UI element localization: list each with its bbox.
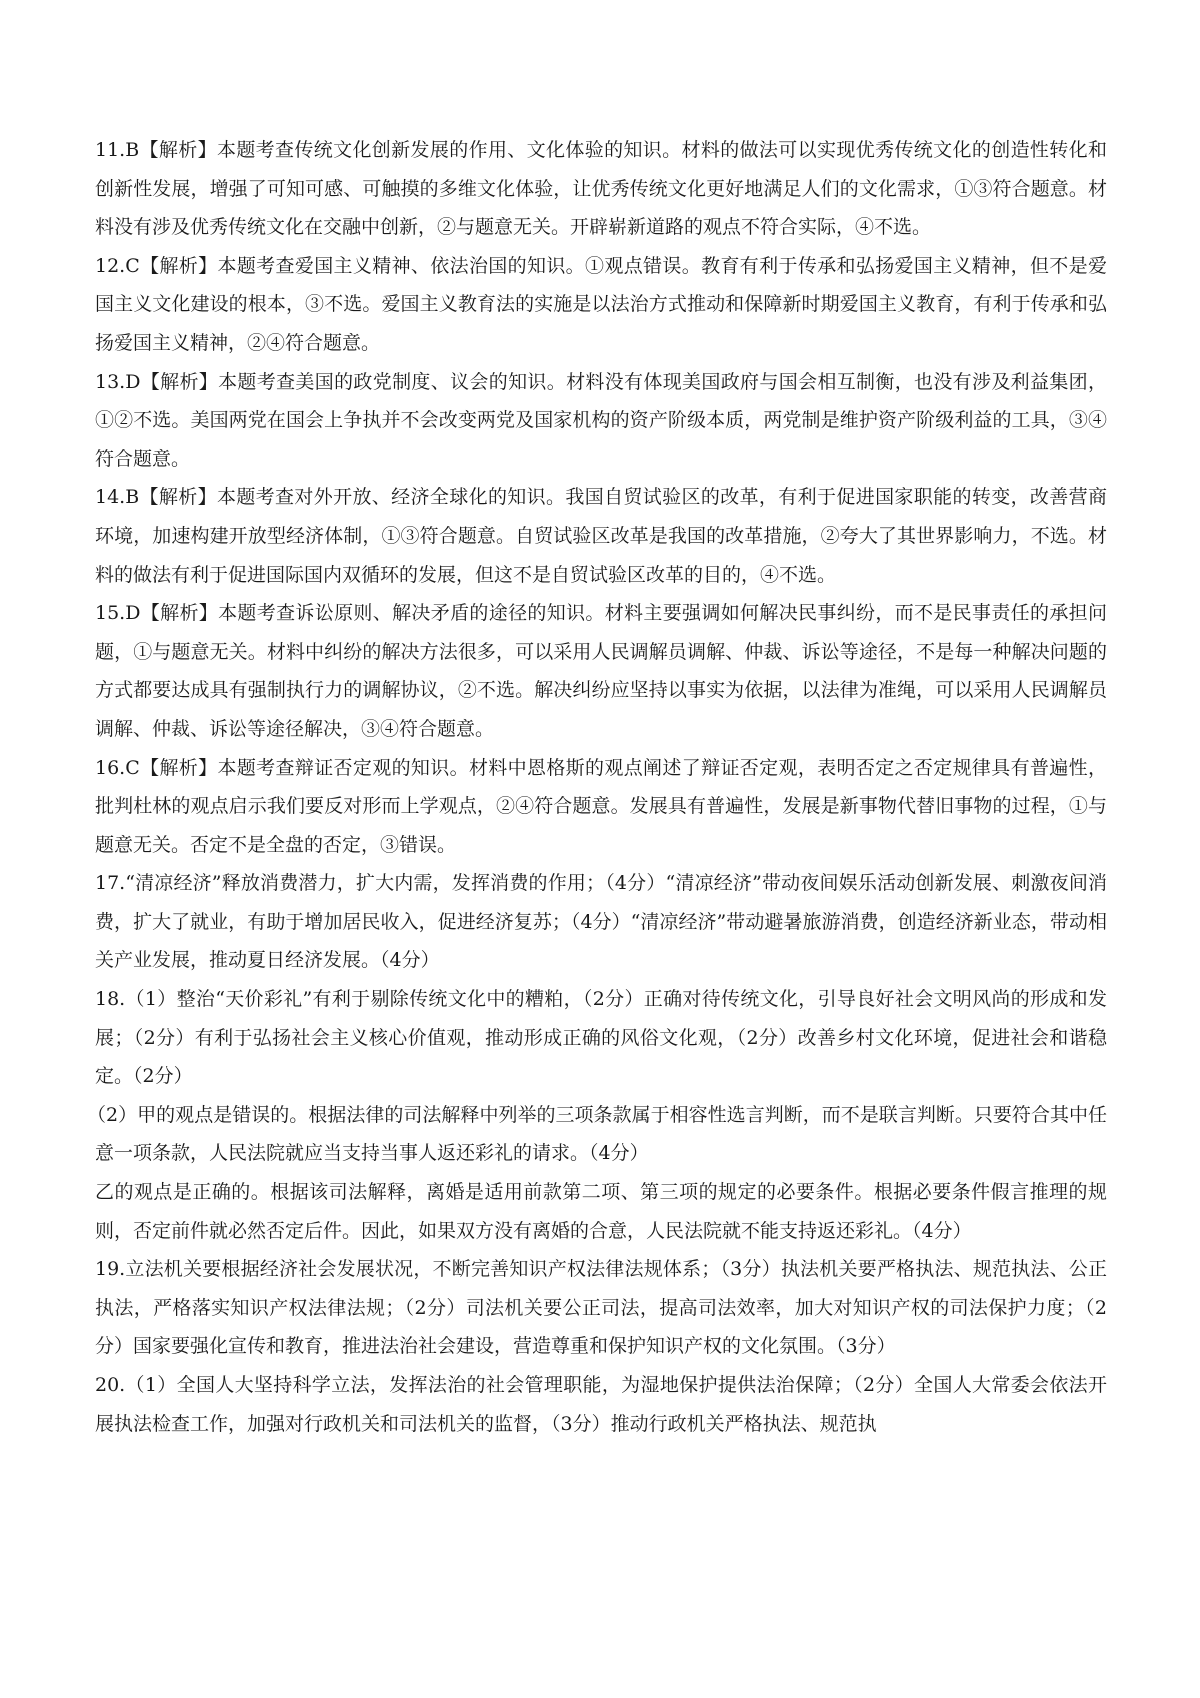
answer-15: 15.D【解析】本题考查诉讼原则、解决矛盾的途径的知识。材料主要强调如何解决民事纠纷，而不是民事责任的承担问题，①与题意无关。材料中纠纷的解决方法很多，可以采用人民调解员调解、仲裁、诉讼等途径，不是每一种解决问题的方式都要达成具有强制执行力的调解协议，②不选。解决纠纷应坚持以事实为依据，以法律为准绳，可以采用人民调解员调解、仲裁、诉讼等途径解决，③④符合题意。 xyxy=(95,602,1107,740)
answer-19: 19.立法机关要根据经济社会发展状况，不断完善知识产权法律法规体系；（3分）执法机关要严格执法、规范执法、公正执法，严格落实知识产权法律法规；（2分）司法机关要公正司法，提高司法效率，加大对知识产权的司法保护力度；（2分）国家要强化宣传和教育，推进法治社会建设，营造尊重和保护知识产权的文化氛围。（3分） xyxy=(95,1258,1107,1358)
answer-12: 12.C【解析】本题考查爱国主义精神、依法治国的知识。①观点错误。教育有利于传承和弘扬爱国主义精神，但不是爱国主义文化建设的根本，③不选。爱国主义教育法的实施是以法治方式推动和保障新时期爱国主义教育，有利于传承和弘扬爱国主义精神，②④符合题意。 xyxy=(95,254,1107,354)
answer-20-part-1: 20.（1）全国人大坚持科学立法，发挥法治的社会管理职能，为湿地保护提供法治保障；（2分）全国人大常委会依法开展执法检查工作，加强对行政机关和司法机关的监督，（3分）推动行政机关严格执法、规范执 xyxy=(95,1374,1107,1435)
answer-18-part-2: （2）甲的观点是错误的。根据法律的司法解释中列举的三项条款属于相容性选言判断，而不是联言判断。只要符合其中任意一项条款，人民法院就应当支持当事人返还彩礼的请求。（4分） xyxy=(87,1103,1107,1165)
answer-16: 16.C【解析】本题考查辩证否定观的知识。材料中恩格斯的观点阐述了辩证否定观，表明否定之否定规律具有普遍性，批判杜林的观点启示我们要反对形而上学观点，②④符合题意。发展具有普遍性，发展是新事物代替旧事物的过程，①与题意无关。否定不是全盘的否定，③错误。 xyxy=(95,756,1107,856)
answer-14: 14.B【解析】本题考查对外开放、经济全球化的知识。我国自贸试验区的改革，有利于促进国家职能的转变，改善营商环境，加速构建开放型经济体制，①③符合题意。自贸试验区改革是我国的改革措施，②夸大了其世界影响力，不选。材料的做法有利于促进国际国内双循环的发展，但这不是自贸试验区改革的目的，④不选。 xyxy=(95,486,1107,586)
answer-17: 17.“清凉经济”释放消费潜力，扩大内需，发挥消费的作用；（4分）“清凉经济”带动夜间娱乐活动创新发展、刺激夜间消费，扩大了就业，有助于增加居民收入，促进经济复苏；（4分）“清凉经济”带动避暑旅游消费，创造经济新业态，带动相关产业发展，推动夏日经济发展。（4分） xyxy=(95,872,1107,972)
answer-key-text xyxy=(87,131,1107,1443)
answer-13: 13.D【解析】本题考查美国的政党制度、议会的知识。材料没有体现美国政府与国会相互制衡，也没有涉及利益集团，①②不选。美国两党在国会上争执并不会改变两党及国家机构的资产阶级本质，两党制是维护资产阶级利益的工具，③④符合题意。 xyxy=(95,370,1107,470)
answer-11: 11.B【解析】本题考查传统文化创新发展的作用、文化体验的知识。材料的做法可以实现优秀传统文化的创造性转化和创新性发展，增强了可知可感、可触摸的多维文化体验，让优秀传统文化更好地满足人们的文化需求，①③符合题意。材料没有涉及优秀传统文化在交融中创新，②与题意无关。开辟崭新道路的观点不符合实际，④不选。 xyxy=(95,139,1107,239)
answer-18-part-2-continued: 乙的观点是正确的。根据该司法解释，离婚是适用前款第二项、第三项的规定的必要条件。根据必要条件假言推理的规则，否定前件就必然否定后件。因此，如果双方没有离婚的合意，人民法院就不能支持返还彩礼。（4分） xyxy=(95,1181,1107,1242)
answer-18-part-1: 18.（1）整治“天价彩礼”有利于剔除传统文化中的糟粕，（2分）正确对待传统文化，引导良好社会文明风尚的形成和发展；（2分）有利于弘扬社会主义核心价值观，推动形成正确的风俗文化观，（2分）改善乡村文化环境，促进社会和谐稳定。（2分） xyxy=(95,988,1107,1088)
